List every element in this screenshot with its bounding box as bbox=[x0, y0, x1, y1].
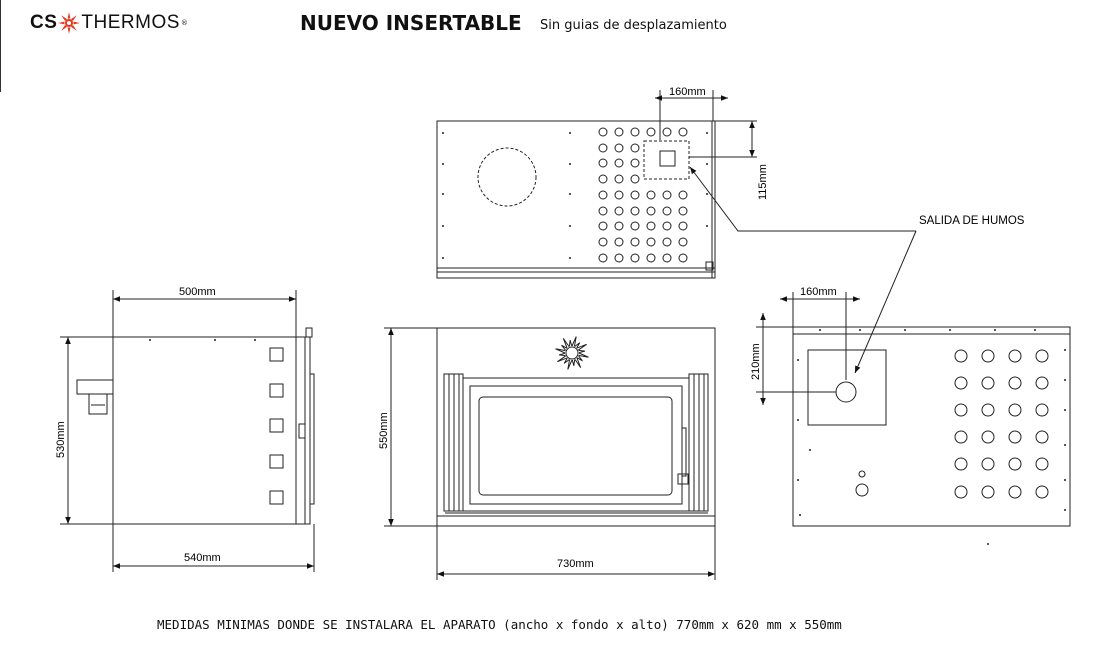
side-view-front-edge bbox=[305, 337, 310, 524]
side-view-handle bbox=[299, 424, 305, 438]
side-view-screws bbox=[149, 339, 256, 341]
back-view-screws bbox=[797, 329, 1066, 545]
back-vent-hole bbox=[955, 431, 967, 443]
top-vent-hole bbox=[663, 222, 671, 230]
top-vent-hole bbox=[679, 191, 687, 199]
side-dim-depth-label: 540mm bbox=[184, 552, 221, 564]
sun-ray bbox=[568, 360, 572, 370]
page-subtitle: Sin guias de desplazamiento bbox=[540, 18, 727, 33]
top-vent-hole bbox=[663, 191, 671, 199]
top-vent-hole bbox=[679, 207, 687, 215]
top-vent-hole bbox=[663, 128, 671, 136]
back-vent-hole bbox=[1036, 486, 1048, 498]
sun-ray bbox=[572, 359, 574, 365]
smoke-outlet-leaders bbox=[690, 167, 916, 373]
front-view-glass bbox=[479, 397, 672, 495]
top-dim-height-label: 115mm bbox=[757, 164, 769, 200]
top-vent-hole bbox=[663, 207, 671, 215]
sun-ray bbox=[559, 353, 565, 355]
top-vent-hole bbox=[615, 238, 623, 246]
smoke-outlet-label: SALIDA DE HUMOS bbox=[919, 215, 1025, 227]
top-vent-hole bbox=[631, 191, 639, 199]
top-view-flue-square bbox=[660, 151, 675, 166]
top-vent-hole bbox=[599, 175, 607, 183]
back-vent-hole bbox=[955, 377, 967, 389]
back-view-flue-plate bbox=[808, 350, 886, 425]
top-vent-hole bbox=[631, 159, 639, 167]
back-dim-height-label: 210mm bbox=[750, 343, 762, 380]
top-vent-hole bbox=[631, 144, 639, 152]
side-view-front-frame bbox=[296, 337, 305, 524]
top-vent-hole bbox=[679, 222, 687, 230]
front-view-door-frame bbox=[470, 386, 682, 504]
back-vent-hole bbox=[1036, 350, 1048, 362]
top-vent-hole bbox=[599, 222, 607, 230]
back-vent-hole bbox=[1009, 404, 1021, 416]
back-vent-hole bbox=[955, 458, 967, 470]
top-vent-hole bbox=[679, 238, 687, 246]
back-vent-hole bbox=[982, 458, 994, 470]
side-view-door bbox=[310, 374, 314, 504]
top-vent-hole bbox=[647, 207, 655, 215]
logo-cs-text: CS bbox=[30, 12, 58, 33]
back-vent-hole bbox=[982, 377, 994, 389]
top-vent-hole bbox=[647, 128, 655, 136]
sun-ray bbox=[578, 350, 584, 352]
side-view-vent bbox=[270, 384, 283, 397]
top-vent-hole bbox=[615, 191, 623, 199]
top-vent-hole bbox=[631, 175, 639, 183]
top-vent-hole bbox=[663, 254, 671, 262]
back-vent-hole bbox=[1036, 404, 1048, 416]
side-view-vent bbox=[270, 348, 283, 361]
back-vent-hole bbox=[1009, 350, 1021, 362]
back-vent-hole bbox=[982, 431, 994, 443]
top-vent-hole bbox=[615, 254, 623, 262]
top-vent-hole bbox=[631, 207, 639, 215]
back-vent-hole bbox=[955, 404, 967, 416]
top-vent-hole bbox=[679, 254, 687, 262]
back-vent-hole bbox=[982, 404, 994, 416]
back-vent-hole bbox=[982, 486, 994, 498]
top-vent-hole bbox=[615, 128, 623, 136]
side-dim-height-label: 530mm bbox=[55, 421, 67, 458]
back-vent-hole bbox=[1009, 431, 1021, 443]
sun-ray bbox=[572, 337, 576, 347]
back-view-air-inlet bbox=[856, 484, 868, 496]
sun-ray bbox=[556, 349, 566, 353]
top-vent-hole bbox=[631, 222, 639, 230]
back-vent-hole bbox=[982, 350, 994, 362]
top-vent-hole bbox=[631, 238, 639, 246]
top-vent-hole bbox=[615, 222, 623, 230]
installation-note: MEDIDAS MINIMAS DONDE SE INSTALARA EL APARATO (ancho x fondo x alto) 770mm x 620 mm x 550mm bbox=[157, 617, 842, 632]
side-dim-width-label: 500mm bbox=[179, 286, 216, 298]
side-view-vent bbox=[270, 491, 283, 504]
top-vent-hole bbox=[647, 238, 655, 246]
top-vent-hole bbox=[615, 144, 623, 152]
top-vent-hole bbox=[631, 254, 639, 262]
leader-to-top-view bbox=[690, 167, 916, 231]
side-view bbox=[60, 290, 314, 572]
side-view-flue-pipe bbox=[77, 380, 113, 394]
top-vent-hole bbox=[631, 128, 639, 136]
back-view-flue-outlet bbox=[836, 382, 856, 402]
side-view-top-tab bbox=[306, 328, 312, 337]
back-vent-hole bbox=[1009, 458, 1021, 470]
top-view bbox=[437, 90, 757, 278]
side-view-flue-stub bbox=[89, 394, 107, 414]
back-vent-hole bbox=[1036, 458, 1048, 470]
top-view-dashed-circle bbox=[478, 148, 536, 206]
top-view-flue-dashed bbox=[644, 141, 689, 179]
top-vent-hole bbox=[647, 222, 655, 230]
top-vent-hole bbox=[647, 191, 655, 199]
top-vent-hole bbox=[663, 238, 671, 246]
top-vent-hole bbox=[599, 254, 607, 262]
sun-ray bbox=[579, 353, 589, 357]
top-vent-hole bbox=[599, 238, 607, 246]
front-dim-width-label: 730mm bbox=[557, 558, 594, 570]
back-view bbox=[756, 292, 1070, 545]
top-vent-hole bbox=[599, 207, 607, 215]
back-vent-hole bbox=[1036, 431, 1048, 443]
front-view bbox=[384, 328, 715, 580]
logo-registered-mark: ® bbox=[180, 19, 188, 27]
top-vent-hole bbox=[599, 159, 607, 167]
back-vent-hole bbox=[1009, 486, 1021, 498]
back-view-small-hole bbox=[859, 471, 865, 477]
front-view-door bbox=[463, 378, 689, 511]
top-vent-hole bbox=[599, 144, 607, 152]
top-vent-hole bbox=[599, 191, 607, 199]
page-title: NUEVO INSERTABLE bbox=[300, 11, 522, 35]
front-dim-height-label: 550mm bbox=[378, 412, 390, 449]
side-view-body bbox=[113, 337, 296, 524]
back-view-vent-holes bbox=[955, 350, 1048, 498]
front-view-sun-emblem-icon bbox=[556, 337, 589, 370]
back-vent-hole bbox=[955, 486, 967, 498]
back-vent-hole bbox=[1009, 377, 1021, 389]
back-vent-hole bbox=[1036, 377, 1048, 389]
side-view-vent bbox=[270, 419, 283, 432]
top-vent-hole bbox=[647, 254, 655, 262]
back-view-outline bbox=[793, 327, 1070, 526]
top-vent-hole bbox=[679, 128, 687, 136]
logo-thermos-text: THERMOS bbox=[81, 12, 180, 33]
top-view-vent-holes bbox=[599, 128, 687, 262]
top-dim-width-label: 160mm bbox=[669, 86, 706, 98]
sun-ray bbox=[569, 340, 571, 346]
back-dim-width-label: 160mm bbox=[800, 286, 837, 298]
front-view-door-handle bbox=[682, 428, 686, 476]
top-vent-hole bbox=[615, 207, 623, 215]
top-vent-hole bbox=[615, 175, 623, 183]
top-view-outline bbox=[437, 121, 715, 278]
side-view-vent bbox=[270, 455, 283, 468]
top-vent-hole bbox=[615, 159, 623, 167]
back-vent-hole bbox=[955, 350, 967, 362]
top-vent-hole bbox=[599, 128, 607, 136]
